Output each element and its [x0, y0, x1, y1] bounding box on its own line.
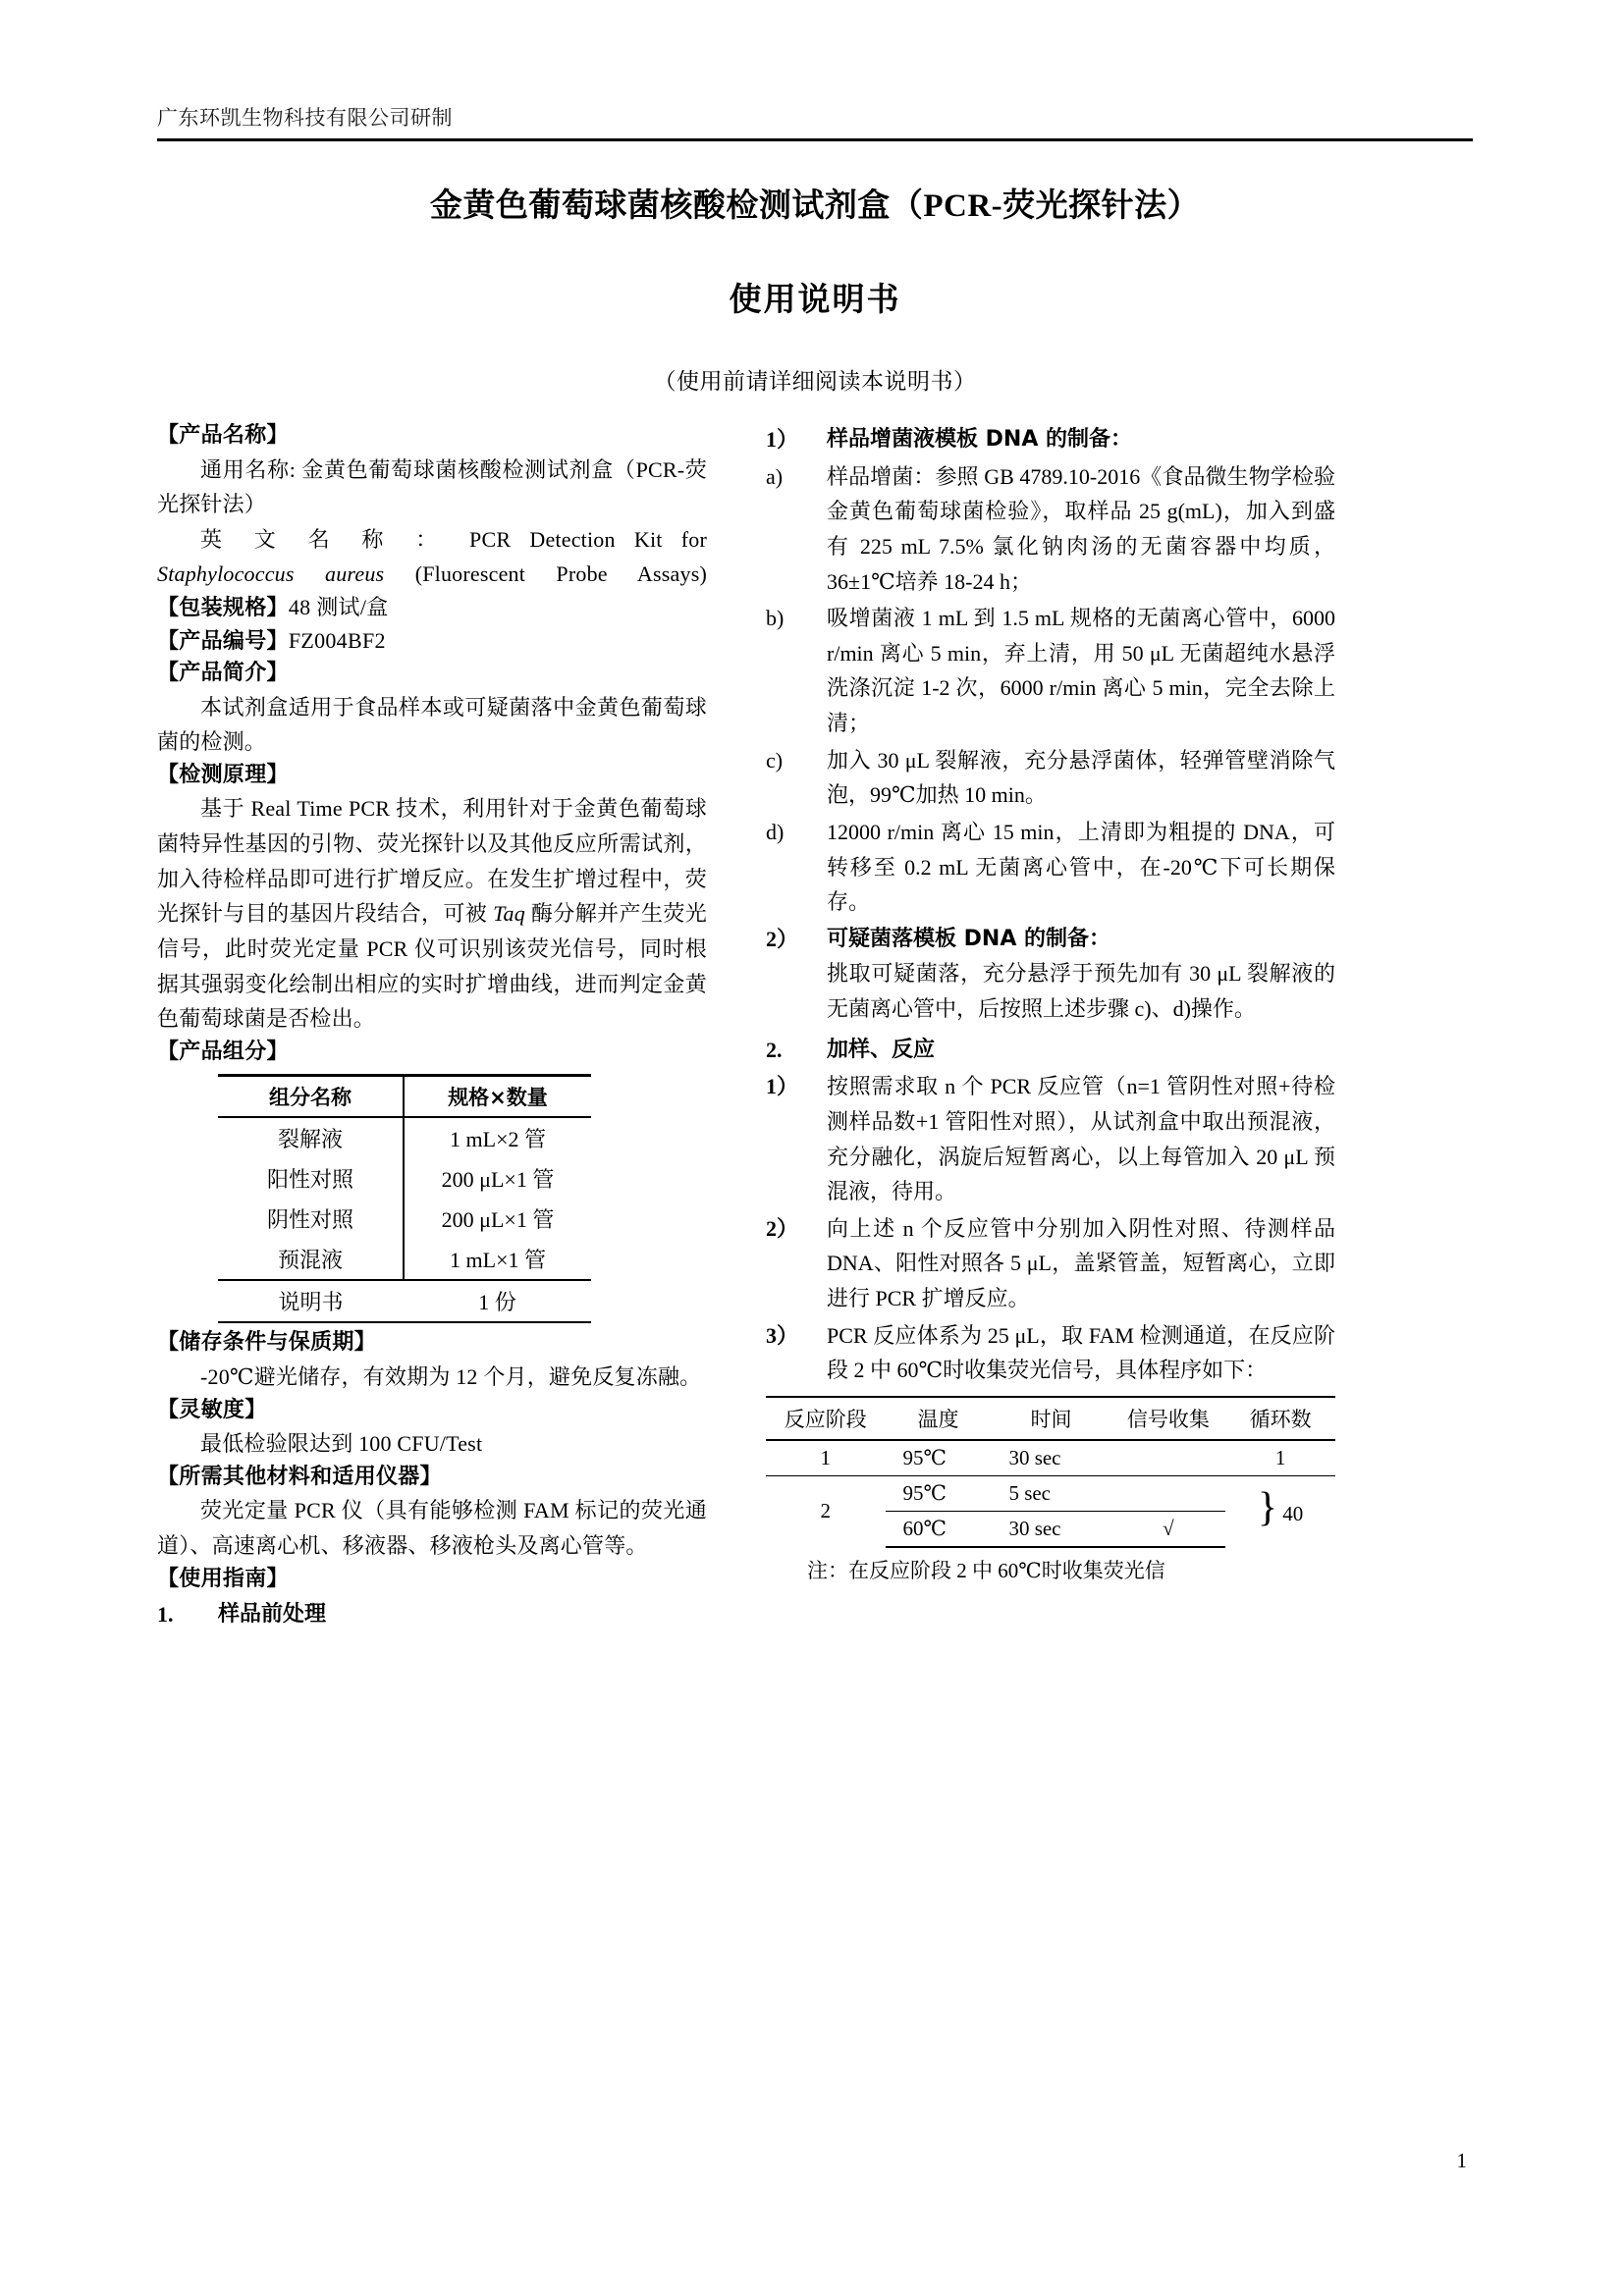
right-step-3-marker: 3） [766, 1322, 799, 1348]
table-header-row [218, 1076, 591, 1118]
cell-component-name: 预混液 [218, 1239, 404, 1280]
product-intro-heading: 【产品简介】 [157, 661, 289, 686]
pcr-header-signal: 信号收集 [1111, 1397, 1226, 1440]
right-item-3-marker: 2. [766, 1037, 783, 1062]
column-header-spec: 规格×数量 [404, 1076, 591, 1118]
package-spec-heading [157, 592, 707, 625]
right-step-2 [766, 1211, 1335, 1316]
table-row [218, 1239, 591, 1280]
cell-component-spec: 1 mL×2 管 [404, 1117, 591, 1158]
right-item-a [766, 459, 1335, 600]
pcr-header-cycles: 循环数 [1225, 1397, 1335, 1440]
product-number-label: 【产品编号】 [157, 628, 289, 654]
taq-italic: Taq [493, 901, 525, 927]
pcr-cycles-value: 40 [1282, 1502, 1304, 1526]
right-item-3 [766, 1033, 1335, 1068]
column-header-component: 组分名称 [218, 1076, 404, 1118]
right-step-1 [766, 1069, 1335, 1209]
right-item-a-text: 样品增菌：参照 GB 4789.10-2016《食品微生物学检验金黄色葡萄球菌检验》，取样品 25 g(mL)，加入到盛有 225 mL 7.5% 氯化钠肉汤的无菌容器中均质，36±1℃培养 18-24 h； [827, 463, 1335, 594]
guide-step-1-marker: 1. [157, 1602, 174, 1628]
pcr-cell-time: 30 sec [991, 1511, 1110, 1547]
pcr-table-header-row [766, 1397, 1335, 1440]
right-item-c-text: 加入 30 μL 裂解液，充分悬浮菌体，轻弹管壁消除气泡，99℃加热 10 min。 [827, 747, 1335, 808]
right-item-2-text: 挑取可疑菌落，充分悬浮于预先加有 30 μL 裂解液的无菌离心管中，后按照上述步骤 c)、d)操作。 [827, 961, 1335, 1021]
right-item-a-marker: a) [766, 463, 784, 489]
pcr-cell-temp: 95℃ [886, 1440, 992, 1476]
package-spec-value: 48 测试/盒 [288, 595, 389, 620]
pcr-cell-cycles: 1 [1225, 1440, 1335, 1476]
detection-principle-text [157, 791, 707, 1036]
usage-guide-heading: 【使用指南】 [157, 1566, 289, 1591]
table-footer-row [218, 1280, 591, 1322]
header-divider [157, 138, 1473, 141]
right-step-1-marker: 1） [766, 1074, 799, 1099]
right-step-3 [766, 1318, 1335, 1388]
english-name-species-line [157, 557, 707, 592]
cell-component-name: 阴性对照 [218, 1199, 404, 1239]
pcr-table-row-stage1 [766, 1440, 1335, 1476]
cell-component-name: 阳性对照 [218, 1158, 404, 1199]
sensitivity-heading: 【灵敏度】 [157, 1397, 267, 1422]
species-name-italic: Staphylococcus aureus [157, 561, 385, 587]
cell-component-name: 裂解液 [218, 1117, 404, 1158]
pcr-cell-signal: √ [1111, 1511, 1226, 1547]
right-step-2-text: 向上述 n 个反应管中分别加入阴性对照、待测样品 DNA、阳性对照各 5 μL，盖紧管盖，短暂离心，立即进行 PCR 扩增反应。 [827, 1215, 1335, 1310]
header-company-line: 广东环凯生物科技有限公司研制 [157, 106, 453, 130]
detection-principle-heading: 【检测原理】 [157, 762, 289, 787]
document-note: （使用前请详细阅读本说明书） [653, 368, 977, 394]
document-subtitle: 使用说明书 [729, 282, 901, 318]
right-item-2 [766, 922, 1335, 957]
right-item-d-marker: d) [766, 819, 785, 844]
pcr-cell-stage: 1 [766, 1440, 886, 1476]
pcr-header-stage: 反应阶段 [766, 1397, 886, 1440]
pcr-cell-time: 30 sec [991, 1440, 1110, 1476]
composition-table [218, 1074, 591, 1323]
right-item-b [766, 601, 1335, 741]
right-column [766, 420, 1335, 2089]
table-row [218, 1117, 591, 1158]
right-item-c [766, 743, 1335, 813]
composition-heading: 【产品组分】 [157, 1039, 289, 1064]
principle-part-1: 基于 Real Time PCR 技术，利用针对于金黄色葡萄球菌特异性基因的引物、荧光探针以及其他反应所需试剂，加入待检样品即可进行扩增反应。在发生扩增过程中，荧光探针与目的基因片段结合，可被 [157, 796, 707, 927]
right-item-1-label: 样品增菌液模板 DNA 的制备： [827, 427, 1133, 452]
document-title: 金黄色葡萄球菌核酸检测试剂盒（PCR-荧光探针法） [429, 188, 1201, 224]
materials-heading: 【所需其他材料和适用仪器】 [157, 1464, 442, 1489]
body-columns [157, 420, 1473, 2089]
pcr-cell-cycles-grouped [1225, 1475, 1335, 1547]
table-row [218, 1199, 591, 1239]
pcr-cell-temp: 95℃ [886, 1475, 992, 1511]
english-name-line [157, 522, 707, 558]
english-name-value: PCR Detection Kit for [469, 526, 707, 552]
cell-component-spec: 1 mL×1 管 [404, 1239, 591, 1280]
materials-text: 荧光定量 PCR 仪（具有能够检测 FAM 标记的荧光通道）、高速离心机、移液器、移液枪头及离心管等。 [157, 1498, 707, 1558]
pcr-table-row-stage2a [766, 1475, 1335, 1511]
product-name-heading: 【产品名称】 [157, 423, 289, 448]
pcr-header-temp: 温度 [886, 1397, 992, 1440]
english-name-label: 英 文 名 称 ： [200, 526, 451, 552]
guide-step-1 [157, 1597, 707, 1632]
right-item-d-text: 12000 r/min 离心 15 min，上清即为粗提的 DNA，可转移至 0.2 mL 无菌离心管中，在-20℃下可长期保存。 [827, 819, 1335, 915]
right-item-1-marker: 1） [766, 427, 799, 452]
pcr-program-table [766, 1396, 1335, 1548]
cell-component-spec: 200 μL×1 管 [441, 1167, 555, 1193]
cell-component-spec: 200 μL×1 管 [441, 1207, 555, 1233]
cell-manual-label: 说明书 [218, 1280, 404, 1322]
product-number-heading [157, 625, 707, 659]
sensitivity-text: 最低检验限达到 100 CFU/Test [200, 1431, 483, 1457]
product-intro-text: 本试剂盒适用于食品样本或可疑菌落中金黄色葡萄球菌的检测。 [157, 694, 707, 755]
right-item-2-marker: 2） [766, 926, 799, 951]
english-name-tail: (Fluorescent Probe Assays) [414, 561, 707, 587]
pcr-header-time: 时间 [991, 1397, 1110, 1440]
title-block [118, 185, 1512, 396]
table-row [218, 1158, 591, 1199]
brace-glyph: } [1257, 1485, 1278, 1531]
guide-step-1-label: 样品前处理 [218, 1602, 327, 1628]
pcr-cell-time: 5 sec [991, 1475, 1110, 1511]
right-step-2-marker: 2） [766, 1215, 799, 1241]
page-number: 1 [1456, 2149, 1467, 2172]
pcr-cell-signal [1111, 1440, 1226, 1476]
package-spec-label: 【包装规格】 [157, 596, 289, 621]
pcr-cell-temp: 60℃ [886, 1511, 992, 1547]
right-item-c-marker: c) [766, 747, 784, 773]
common-name-text: 通用名称: 金黄色葡萄球菌核酸检测试剂盒（PCR-荧光探针法） [157, 456, 707, 517]
right-item-b-marker: b) [766, 606, 785, 631]
product-number-value: FZ004BF2 [288, 627, 386, 653]
page-header [157, 106, 1473, 141]
left-column [157, 420, 707, 2089]
principle-part-2: 酶分解并产生荧光信号，此时荧光定量 PCR 仪可识别该荧光信号，同时根据其强弱变化绘制出相应的实时扩增曲线，进而判定金黄色葡萄球菌是否检出。 [157, 901, 707, 1032]
cell-manual-qty: 1 份 [404, 1280, 591, 1322]
pcr-cell-stage: 2 [820, 1499, 832, 1523]
pcr-cell-signal [1111, 1475, 1226, 1511]
right-item-2-label: 可疑菌落模板 DNA 的制备： [827, 926, 1111, 951]
storage-text: -20℃避光储存，有效期为 12 个月，避免反复冻融。 [200, 1363, 702, 1389]
right-item-1 [766, 422, 1335, 457]
storage-heading: 【储存条件与保质期】 [157, 1330, 377, 1356]
right-item-d [766, 815, 1335, 920]
right-item-b-text: 吸增菌液 1 mL 到 1.5 mL 规格的无菌离心管中，6000 r/min 离心 5 min，弃上清，用 50 μL 无菌超纯水悬浮洗涤沉淀 1-2 次，6000 r/min 离心 5 min，完全去除上清； [827, 606, 1335, 735]
pcr-table-note: 注：在反应阶段 2 中 60℃时收集荧光信 [807, 1558, 1165, 1582]
right-item-3-label: 加样、反应 [827, 1037, 936, 1062]
right-step-1-text: 按照需求取 n 个 PCR 反应管（n=1 管阴性对照+待检测样品数+1 管阳性对照），从试剂盒中取出预混液，充分融化，涡旋后短暂离心，以上每管加入 20 μL 预混液，待用。 [827, 1074, 1335, 1204]
right-step-3-text: PCR 反应体系为 25 μL，取 FAM 检测通道，在反应阶段 2 中 60℃时收集荧光信号，具体程序如下： [827, 1322, 1335, 1383]
